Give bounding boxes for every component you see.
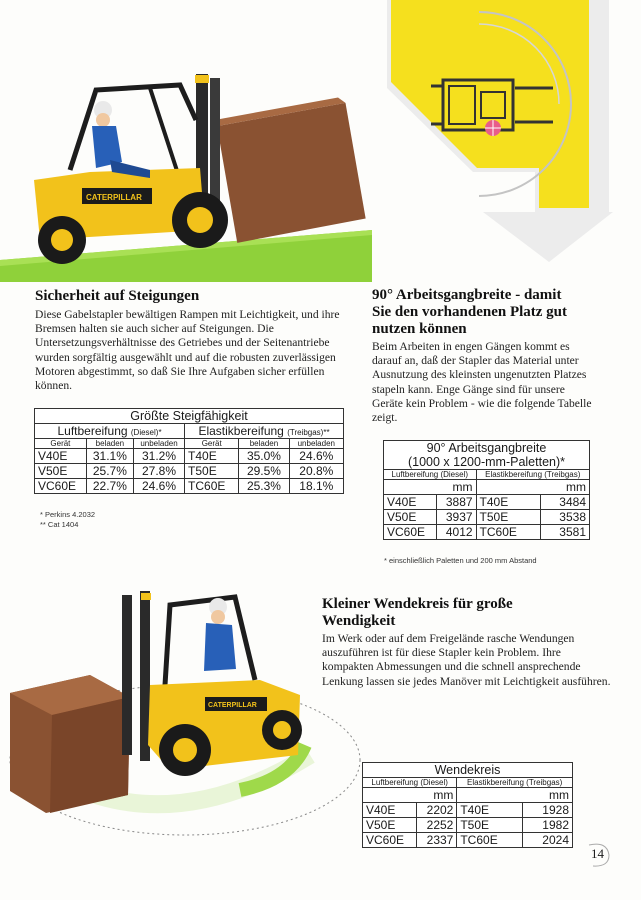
aisle-unit: mm [476,480,589,495]
forklift-turning-illustration [0,585,362,850]
table-row: V50E 2252 T50E 1982 [363,818,573,833]
turning-unit: mm [363,788,457,803]
col-loaded: beladen [239,439,289,449]
caterpillar-logo: CATERPILLAR [208,702,257,709]
page-number-badge [583,839,613,869]
slope-footnote-1: * Perkins 4.2032 [40,510,96,519]
slope-table [34,408,344,494]
turning-col-left: Luftbereifung (Diesel) [363,778,457,788]
aisle-col-right: Elastikbereifung (Treibgas) [476,470,589,480]
load-box [216,102,367,244]
table-row: VC60E 2337 TC60E 2024 [363,833,573,848]
aisle-col-left: Luftbereifung (Diesel) [384,470,477,480]
col-unloaded: unbeladen [134,439,185,449]
col-unloaded: unbeladen [289,439,343,449]
turning-col-right: Elastikbereifung (Treibgas) [457,778,573,788]
slope-table-title: Größte Steigfähigkeit [35,409,344,424]
slope-group-right: Elastikbereifung (Treibgas)** [185,424,344,439]
caterpillar-logo: CATERPILLAR [86,193,142,202]
col-device: Gerät [185,439,239,449]
aisle-footnote: * einschließlich Paletten und 200 mm Abstand [384,556,537,565]
aisle-table-title: 90° Arbeitsgangbreite (1000 x 1200-mm-Paletten)* [384,441,590,470]
operator [92,126,122,168]
slope-body: Diese Gabelstapler bewältigen Rampen mit Leichtigkeit, und ihre Bremsen halten sie auch sicher auf Steigungen. Die Untersetzungsverhältnisse des Getriebes und der Seitenantriebe wurden sorgfältig ausgewählt und auf die robusten zuverlässigen Motoren abgestimmt, so daß Sie Ihre Aufgaben sicher erfüllen können. [35,308,340,393]
cat-mast-badge [195,75,209,83]
slope-group-left: Luftbereifung (Diesel)* [35,424,185,439]
aisle-unit: mm [384,480,477,495]
table-row: V40E 2202 T40E 1928 [363,803,573,818]
table-row: V50E 3937 T50E 3538 [384,510,590,525]
turning-unit: mm [457,788,573,803]
operator [204,623,236,671]
page-number: 14 [591,846,604,861]
table-row: V40E 3887 T40E 3484 [384,495,590,510]
turning-table-title: Wendekreis [363,763,573,778]
col-device: Gerät [35,439,87,449]
aisle-turn-diagram [383,0,613,262]
aisle-body: Beim Arbeiten in engen Gängen kommt es darauf an, daß der Stapler das Material unter Ausnutzung des kleinsten ungenutzten Platzes stapeln kann. Enge Gänge sind für unsere Geräte kein Problem - wie die folgende Tabelle zeigt. [372,340,592,425]
table-row: VC60E 22.7% 24.6% TC60E 25.3% 18.1% [35,479,344,494]
forklift-ramp-illustration [0,60,372,282]
turning-table [362,762,573,848]
table-row: V40E 31.1% 31.2% T40E 35.0% 24.6% [35,449,344,464]
slope-heading: Sicherheit auf Steigungen [35,288,200,304]
table-row: VC60E 4012 TC60E 3581 [384,525,590,540]
table-row: V50E 25.7% 27.8% T50E 29.5% 20.8% [35,464,344,479]
aisle-heading: 90° Arbeitsgangbreite - damit Sie den vorhandenen Platz gut nutzen können [372,287,568,337]
turning-body: Im Werk oder auf dem Freigelände rasche Wendungen auszuführen ist für diese Stapler kein Problem. Ihre kompakten Abmessungen und die schnell ansprechende Lenkung lassen sie jedes Manöver mit Leichtigkeit ausführen. [322,632,611,688]
cat-mast-badge [141,593,151,600]
turning-heading: Kleiner Wendekreis für große Wendigkeit [322,596,513,629]
col-loaded: beladen [86,439,133,449]
slope-footnote-2: ** Cat 1404 [40,520,79,529]
aisle-table [383,440,590,540]
